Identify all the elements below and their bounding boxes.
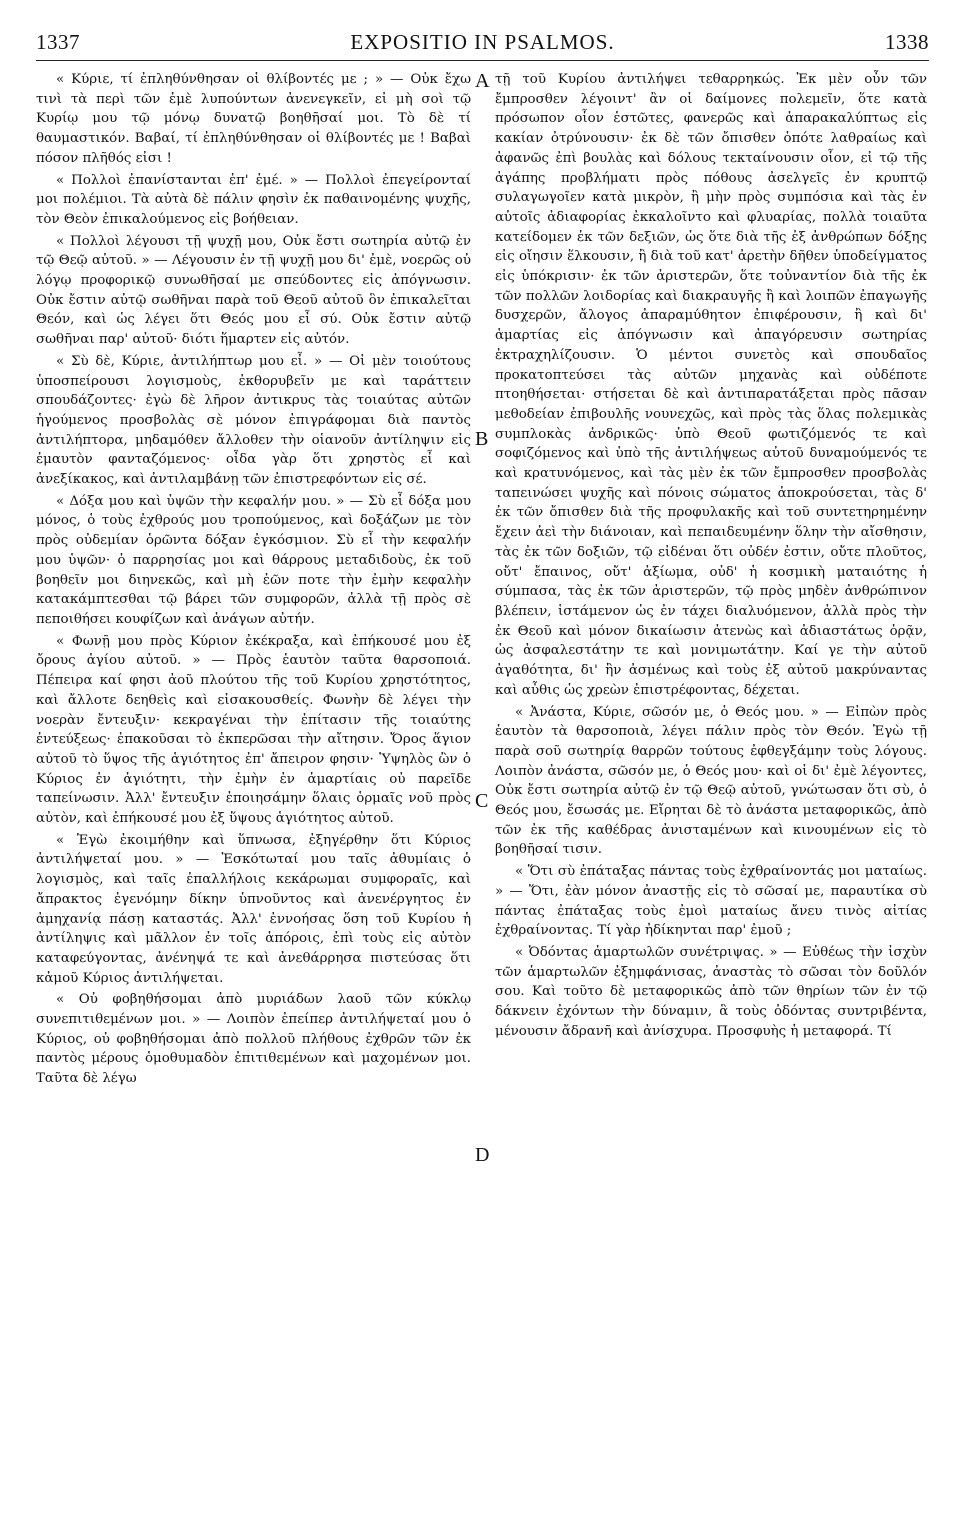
- section-marker-a: A: [475, 70, 490, 92]
- paragraph: « Ἀνάστα, Κύριε, σῶσόν με, ὁ Θεός μου. » — Εἰπὼν πρὸς ἑαυτὸν τὰ θαρσοποιὰ, λέγει πάλιν πρὸς τὸν Θεόν. Ἐγὼ τῇ παρὰ σοῦ σωτηρίᾳ θαρρῶν τούτους ἐφθεγξάμην τοὺς λόγους. Λοιπὸν ἀνάστα, σῶσόν με, ὁ Θεός μου· καὶ οἱ δι' ἐμὲ λέγοντες, Οὐκ ἔστι σωτηρία αὐτῷ ἐν τῷ Θεῷ αὐτοῦ, γνώτωσαν ὅτι σὺ, ὁ Θεός μου, ἔσωσάς με. Εἴρηται δὲ τὸ ἀνάστα μεταφορικῶς, ἀπὸ τῶν ἐκ τῆς καθέδρας ἀνισταμένων καὶ κινουμένων εἰς τὸ βοηθῆσαί τισιν.: [495, 704, 927, 858]
- paragraph: « Ὅτι σὺ ἐπάταξας πάντας τοὺς ἐχθραίνοντάς μοι ματαίως. » — Ὅτι, ἐὰν μόνον ἀναστῇς εἰς τὸ σῶσαί με, παραυτίκα σὺ πάντας ἐπάταξας τοὺς ἐμοὶ ματαίως ἄνευ τινὸς αἰτίας ἐχθραίνοντας. Τί γὰρ ἠδίκηνται παρ' ἐμοῦ ;: [495, 864, 927, 939]
- paragraph: « Φωνῇ μου πρὸς Κύριον ἐκέκραξα, καὶ ἐπήκουσέ μου ἐξ ὄρους ἁγίου αὐτοῦ. » — Πρὸς ἑαυτὸν ταῦτα θαρσοποιά. Πέπειρα καί φησι ἀοῦ πλούτου τῆς τοῦ Κυρίου χρηστότητος, καὶ ἄλλοτε δεηθεὶς καὶ εἰσακουσθείς. Φωνὴν δὲ λέγει τὴν νοερὰν ἔντευξιν· κεκραγέναι τὴν ἐπίτασιν τῆς τοιαύτης ἐντεύξεως· ἐπακοῦσαι τὸ ἐκπερῶσαι τὴν αἴτησιν. Ὄρος ἅγιον αὐτοῦ τὸ ὕψος τῆς ἁγιότητος ἐπ' ἄπειρον φησιν· Ὑψηλὸς ὢν ὁ Κύριος ἐν ἁγιότητι, τὴν ἐμὴν ἐν ἁμαρτίαις οὐ παρεῖδε ταπείνωσιν. Ἀλλ' ἔντευξιν ἐποιησάμην ὅλαις ὁρμαῖς νοῦ πρὸς αὐτὸν, καὶ ἐπήκουσέ μου ἐξ ὕψους ἁγιότητος αὐτοῦ.: [36, 633, 471, 827]
- running-title: EXPOSITIO IN PSALMOS.: [350, 30, 615, 54]
- paragraph: « Πολλοὶ λέγουσι τῇ ψυχῇ μου, Οὐκ ἔστι σωτηρία αὐτῷ ἐν τῷ Θεῷ αὐτοῦ. » — Λέγουσιν ἐν τῇ ψυχῇ μου δι' ἐμὲ, νοερῶς οὐ λόγῳ προφορικῷ συνωθῆσαί με σπεύδοντες εἰς ἀπόγνωσιν. Οὐκ ἔστιν αὐτῷ σωθῆναι παρὰ τοῦ Θεοῦ αὐτοῦ ὃν ἐπικαλεῖται Θεόν, καὶ ὡς λέγει ὅτι Θεός μου εἶ σύ. Οὐκ ἔστιν αὐτῷ σωθῆναι παρ' αὐτοῦ· διότι ἥμαρτεν εἰς αὐτόν.: [36, 233, 471, 348]
- paragraph: « Σὺ δὲ, Κύριε, ἀντιλήπτωρ μου εἶ. » — Οἱ μὲν τοιούτους ὑποσπείρουσι λογισμοὺς, ἐκθορυβεῖν με καὶ ταράττειν σπουδάζοντες· ἐγὼ δὲ λῆρον ἀντικρυς τὰς τοιαύτας αὐτῶν ἡγούμενος προσβολὰς σὲ μόνον ἐπιγράφομαι διὰ παντὸς ἀντιλήπτορα, μηδαμόθεν ἄλλοθεν τὴν οἱανοῦν ἀντίληψιν εἰς ἐμαυτὸν φανταζόμενος· οἶδα γὰρ ὅτι χρηστὸς εἶ καὶ ἀνεξίκακος, καὶ ἀντιλαμβάνῃ τῶν ἐπιστρεφόντων εἰς σέ.: [36, 353, 471, 488]
- section-marker-d: D: [475, 1144, 490, 1166]
- paragraph: « Πολλοὶ ἐπανίστανται ἐπ' ἐμέ. » — Πολλοὶ ἐπεγείρονταί μοι πολέμιοι. Τὰ αὐτὰ δὲ πάλιν φησὶν ἐκ παθαινομένης ψυχῆς, τὸν Θεὸν ἐπικαλούμενος εἰς βοήθειαν.: [36, 172, 471, 227]
- section-marker-b: B: [475, 428, 489, 450]
- paragraph: « Δόξα μου καὶ ὑψῶν τὴν κεφαλήν μου. » — Σὺ εἶ δόξα μου μόνος, ὁ τοὺς ἐχθρούς μου τροπούμενος, καὶ δοξάζων με τὸν πρὸς οὐδεμίαν ὁρῶντα δόξαν ἐγκόσμιον. Σὺ εἶ τὴν κεφαλήν μου ὑψῶν· ὁ παρρησίας μοι καὶ θάρρους μεταδιδοὺς, ἐκ τοῦ βοηθεῖν μοι διηνεκῶς, καὶ μὴ ἐῶν ποτε τὴν ἐμὴν κεφαλὴν κατακάμπτεσθαι τῷ βάρει τῶν συμφορῶν, ἀλλὰ τῇ πρὸς σὲ πεποιθήσει κουφίζων καὶ ἀνάγων αὐτήν.: [36, 493, 471, 627]
- paragraph: « Ἐγὼ ἐκοιμήθην καὶ ὕπνωσα, ἐξηγέρθην ὅτι Κύριος ἀντιλήψεταί μου. » — Ἐσκότωταί μου ταῖς ἀθυμίαις ὁ λογισμὸς, καὶ ταῖς ἐπαλλήλοις κεκάρωμαι συμφοραῖς, καὶ ἄπρακτος ἐγενόμην δίκην ὑπνοῦντος καὶ ἀνενέργητος ἐν ἀμηχανίᾳ πάσῃ καταστάς. Ἀλλ' ἐννοήσας ὅση τοῦ Κυρίου ἡ ἀντίληψις καὶ μᾶλλον ἐν τοῖς ἀπόροις, ἐπὶ τοὺς εἰς αὐτὸν καταφεύγοντας, ἀνένηψά τε καὶ ἀνεθάρρησα πιστεύσας ὅτι κἀμοῦ Κύριος ἀντιλήψεται.: [36, 832, 471, 986]
- paragraph: « Ὀδόντας ἁμαρτωλῶν συνέτριψας. » — Εὐθέως τὴν ἰσχὺν τῶν ἁμαρτωλῶν ἐξημφάνισας, ἀναστὰς τὸ σῶσαι τὸν δοῦλόν σου. Καὶ τοῦτο δὲ μεταφορικῶς ἀπὸ τῶν θηρίων τῶν ἐν τῷ δάκνειν ἐχόντων τὴν δύναμιν, ἃ τοὺς ὀδόντας συντριβέντα, μένουσιν ἄδρανῆ καὶ ἀνίσχυρα. Προσφυὴς ἡ μεταφορά. Τί: [495, 944, 927, 1039]
- paragraph: « Κύριε, τί ἐπληθύνθησαν οἱ θλίβοντές με ; » — Οὐκ ἔχω τινὶ τὰ περὶ τῶν ἐμὲ λυπούντων ἀνενεγκεῖν, εἰ μὴ σοὶ τῷ Κυρίῳ μου τῷ μόνῳ δυνατῷ βοηθῆσαί μοι. Τὸ δὲ τί θαυμαστικόν. Βαβαί, τί ἐπληθύνθησαν οἱ θλίβοντές με ! Βαβαὶ πόσον πλῆθός εἰσι !: [36, 72, 471, 166]
- paragraph: « Οὐ φοβηθήσομαι ἀπὸ μυριάδων λαοῦ τῶν κύκλῳ συνεπιτιθεμένων μοι. » — Λοιπὸν ἐπείπερ ἀντιλήψεταί μου ὁ Κύριος, οὐ φοβηθήσομαι ἀπὸ πολλοῦ πλήθους ἐχθρῶν τῶν ἐκ παντὸς μέρους ὁμοθυμαδὸν ἐπιτιθεμένων καὶ μαχομένων μοι. Ταῦτα δὲ λέγω: [36, 992, 471, 1087]
- header-rule: [36, 60, 929, 61]
- left-column: [36, 70, 471, 1091]
- right-column: [495, 70, 927, 1043]
- section-marker-c: C: [475, 790, 489, 812]
- page-number-right: 1338: [885, 30, 929, 54]
- paragraph: τῇ τοῦ Κυρίου ἀντιλήψει τεθαρρηκώς. Ἐκ μὲν οὖν τῶν ἔμπροσθεν λέγοιντ' ἂν οἱ δαίμονες πολεμεῖν, ὅτε κατὰ πρόσωπον οἷον ἑστῶτες, φανερῶς καὶ ἀπαρακαλύπτως εἰς κακίαν ὀτρύνουσιν· ἐκ δὲ τῶν ὄπισθεν ὁπότε λαθραίως καὶ ἀφανῶς ἐπὶ βουλὰς καὶ δόλους τεκταίνουσιν οἷον, εἰ τῷ τῆς ἀγάπης προβλήματι πρὸς πόθους ἀσελγεῖς ἐν κρυπτῷ συλαγωγοῖεν κατὰ μικρὸν, ἢ μὴν πρὸς συμπόσια καὶ τὰς ἐν αὐτοῖς ἀδιαφορίας ἐκκαλοῖντο καὶ φλυαρίας, πολλὰ τοιαῦτα κατείδομεν ἐκ τῶν δεξιῶν, ὡς ὅτε διὰ τῆς ἐξ ἀνθρώπων δόξης εἰς οἴησιν ἕλκουσιν, ἢ διὰ τοῦ κατ' ἀρετὴν δῆθεν ὑποδείγματος εἰς ὑπόκρισιν· ἐκ τῶν ἀριστερῶν, ὅτε τοὐναντίον διὰ τῆς ἐκ τῶν πολλῶν λοιδορίας καὶ διακραυγῆς ἢ καὶ λοιπῶν ἐπαγωγῆς δυσχερῶν, ἄλογος ἀπαραμύθητον ἐπιφέρουσιν, ἢ καὶ δι' ἁμαρτίας εἰς ἀπόγνωσιν καὶ ἀπαγόρευσιν σωτηρίας ἐκτραχηλίζουσιν. Ὁ μέντοι συνετὸς καὶ σπουδαῖος προκατοπτεύσει τὰς αὐτῶν μηχανὰς καὶ οὐδέποτε πτοηθήσεται· στήσεται δὲ καὶ ἀντιπαρατάξεται πρὸς πᾶσαν μεθοδείαν ἐπιβουλῆς νουνεχῶς, καὶ πρὸς τὰς ὅλας πολεμικὰς συμπλοκὰς ἀνδρικῶς· ὑπὸ Θεοῦ φωτιζόμενός τε καὶ σοφιζόμενος καὶ ὑπὸ τῆς ἀντιλήψεως αὐτοῦ δυναμούμενός τε καὶ κρατυνόμενος, καὶ τὰς μὲν ἐκ τῶν ἔμπροσθεν προσβολὰς ταπεινώσει ψυχῆς καὶ πόνοις σώματος ἀποκρούσεται, τὰς δ' ἐκ τῶν ὄπισθεν διὰ τῆς προφυλακῆς καὶ τοῦ συντετηρημένην ἔχειν ἀεὶ τὴν διάνοιαν, καὶ πεπαιδευμένην ὅλην τὴν αἴσθησιν, τὰς ἐκ τῶν δοξιῶν, τῷ εἰδέναι ὅτι οὐδέν ἐστιν, οὔτε πλοῦτος, οὔτ' ἔπαινος, οὔτ' ἀξίωμα, οὐδ' ἡ κοσμικὴ ματαιότης ἡ σύμπασα, τὰς ἐκ τῶν ἀριστερῶν, τῷ πρὸς μηδὲν ἀνθρώπινον βλέπειν, ἱστάμενον ὡς ἐν τάχει διαλυόμενον, ἀλλὰ πρὸς τὴν ἐκ Θεοῦ καὶ μόνον δικαίωσιν ἀτενὼς καὶ ἀδιαστάτως ὁρᾷν, ὡς ἀσφαλεστάτην τε καὶ μονιμωτάτην. Καί γε τὴν αὐτοῦ ἀγαθότητα, δι' ἣν ἀσμένως καὶ τοὺς ἐξ αὐτοῦ μακρύναντας καὶ αὖθις ὡς χρεὼν ἐπιστρέφοντας, δέχεται.: [495, 72, 927, 698]
- page-number-left: 1337: [36, 30, 80, 54]
- running-header: [36, 30, 929, 58]
